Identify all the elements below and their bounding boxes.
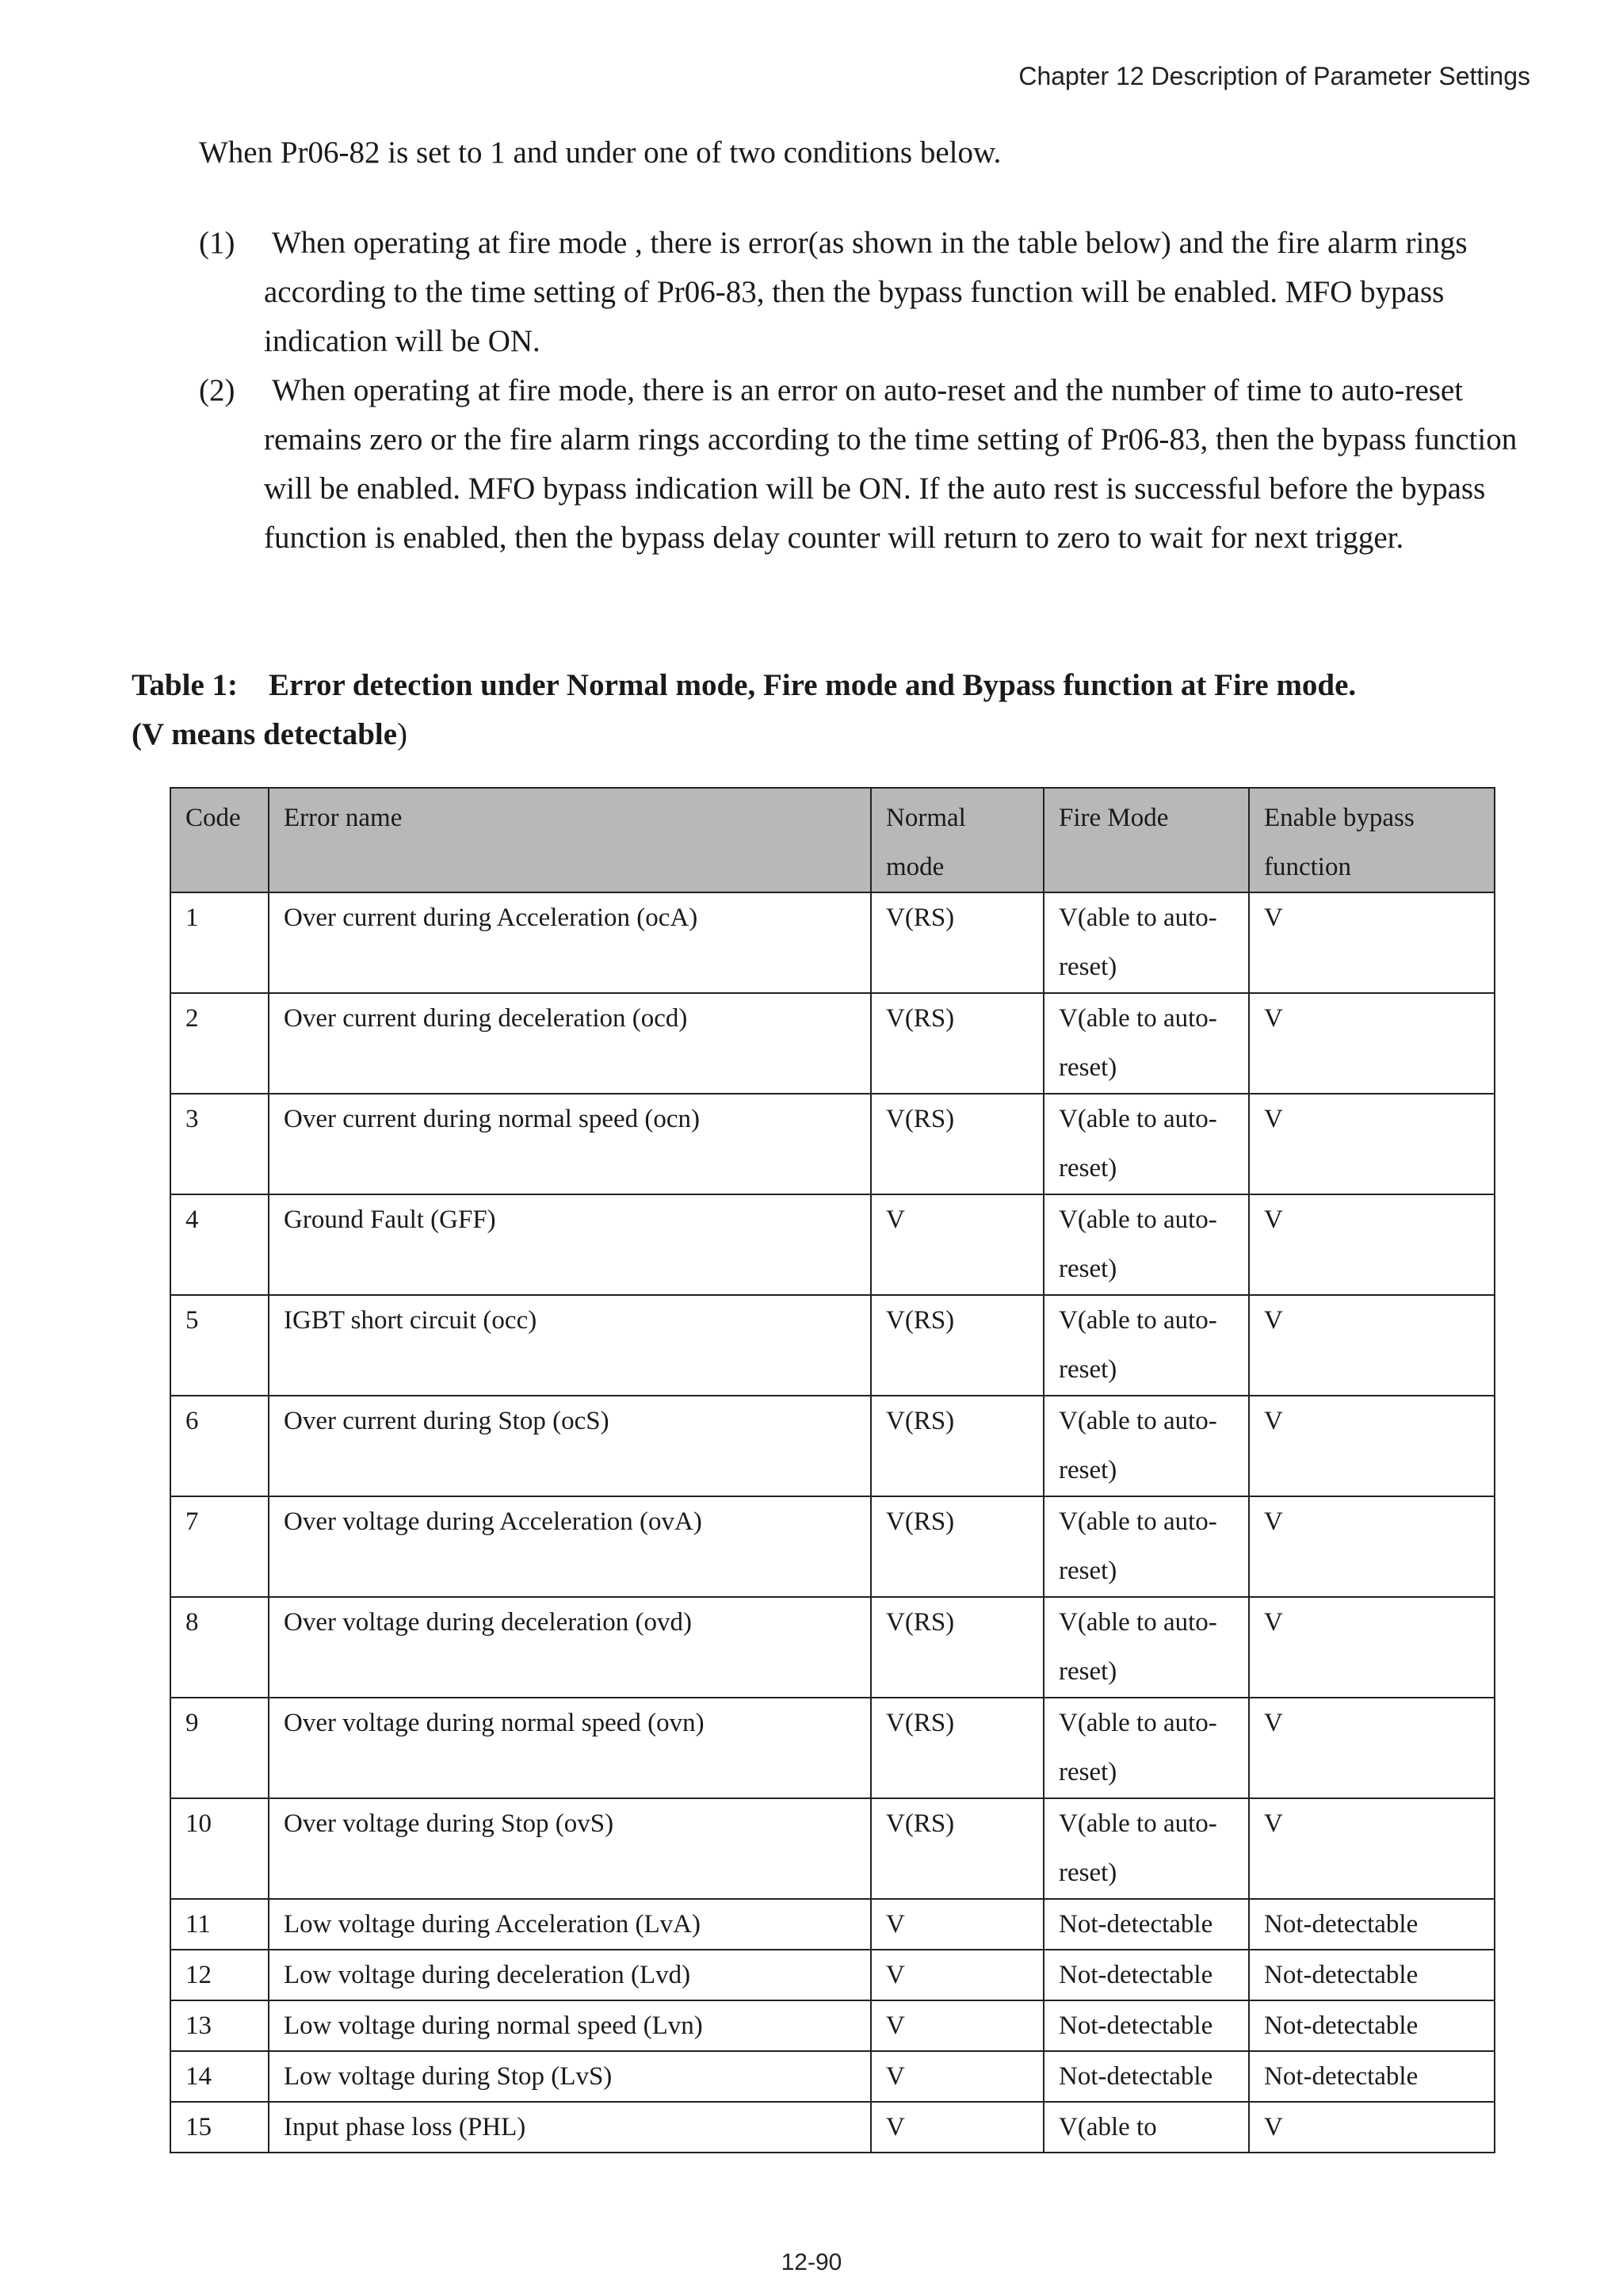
cell-error-name: Over current during deceleration (ocd) <box>269 993 871 1094</box>
cell-error-name: Low voltage during deceleration (Lvd) <box>269 1950 871 2000</box>
table-row <box>170 1597 1495 1698</box>
cell-code: 13 <box>170 2000 269 2051</box>
cell-fire-mode: Not-detectable <box>1044 1899 1249 1950</box>
cell-normal-mode: V(RS) <box>871 1597 1044 1698</box>
cell-normal-mode: V(RS) <box>871 1295 1044 1396</box>
cell-fire-mode: V(able to auto-reset) <box>1044 1194 1249 1295</box>
cell-enable-bypass: V <box>1249 892 1495 993</box>
cell-enable-bypass: Not-detectable <box>1249 1950 1495 2000</box>
condition-1-number: (1) <box>199 226 235 260</box>
cell-fire-mode: V(able to auto-reset) <box>1044 1597 1249 1698</box>
cell-code: 6 <box>170 1396 269 1496</box>
cell-enable-bypass: Not-detectable <box>1249 2051 1495 2102</box>
table-title-text: Error detection under Normal mode, Fire mode and Bypass function at Fire mode. <box>269 668 1357 702</box>
cell-normal-mode: V <box>871 2051 1044 2102</box>
cell-normal-mode: V(RS) <box>871 1094 1044 1194</box>
cell-enable-bypass: V <box>1249 1094 1495 1194</box>
cell-fire-mode: V(able to auto-reset) <box>1044 1094 1249 1194</box>
cell-error-name: Input phase loss (PHL) <box>269 2102 871 2153</box>
cell-fire-mode: V(able to auto-reset) <box>1044 1396 1249 1496</box>
cell-code: 2 <box>170 993 269 1094</box>
cell-error-name: Low voltage during normal speed (Lvn) <box>269 2000 871 2051</box>
cell-fire-mode: V(able to <box>1044 2102 1249 2153</box>
cell-code: 14 <box>170 2051 269 2102</box>
page-header: Chapter 12 Description of Parameter Settings <box>1018 62 1530 90</box>
cell-code: 11 <box>170 1899 269 1950</box>
table-title-note-bold: (V means detectable <box>132 717 398 751</box>
cell-fire-mode: V(able to auto-reset) <box>1044 1295 1249 1396</box>
cell-error-name: Over voltage during deceleration (ovd) <box>269 1597 871 1698</box>
cell-normal-mode: V <box>871 1194 1044 1295</box>
cell-fire-mode: V(able to auto-reset) <box>1044 1496 1249 1597</box>
cell-enable-bypass: Not-detectable <box>1249 1899 1495 1950</box>
cell-normal-mode: V(RS) <box>871 1396 1044 1496</box>
cell-code: 1 <box>170 892 269 993</box>
table-row <box>170 1950 1495 2000</box>
table-row <box>170 1698 1495 1798</box>
header-error-name: Error name <box>269 788 871 892</box>
cell-enable-bypass: V <box>1249 1698 1495 1798</box>
cell-normal-mode: V <box>871 1899 1044 1950</box>
header-normal-mode: Normal mode <box>871 788 1044 892</box>
cell-code: 3 <box>170 1094 269 1194</box>
table-row <box>170 1899 1495 1950</box>
page-number: 12-90 <box>781 2249 842 2275</box>
cell-normal-mode: V(RS) <box>871 1496 1044 1597</box>
cell-code: 12 <box>170 1950 269 2000</box>
table-title-label: Table 1: <box>132 668 239 702</box>
table-header-row <box>170 788 1495 892</box>
table-row <box>170 2051 1495 2102</box>
cell-enable-bypass: V <box>1249 1396 1495 1496</box>
table-row <box>170 2102 1495 2153</box>
error-detection-table <box>170 787 1495 2153</box>
cell-error-name: Over current during normal speed (ocn) <box>269 1094 871 1194</box>
cell-normal-mode: V(RS) <box>871 993 1044 1094</box>
cell-normal-mode: V <box>871 1950 1044 2000</box>
table-row <box>170 2000 1495 2051</box>
condition-1 <box>199 219 1530 366</box>
cell-fire-mode: Not-detectable <box>1044 1950 1249 2000</box>
table-title-note <box>132 710 407 759</box>
table-row <box>170 1194 1495 1295</box>
condition-1-text: When operating at fire mode , there is error(as shown in the table below) and the fire alarm rings according to the time setting of Pr06-83, then the bypass function will be enabled. MFO bypass indication will be ON. <box>264 226 1468 358</box>
header-code: Code <box>170 788 269 892</box>
condition-2-text: When operating at fire mode, there is an error on auto-reset and the number of time to auto-reset remains zero or the fire alarm rings according to the time setting of Pr06-83, then the bypass function will be enabled. MFO bypass indication will be ON. If the auto rest is successful before the bypass function is enabled, then the bypass delay counter will return to zero to wait for next trigger. <box>264 373 1518 555</box>
cell-fire-mode: V(able to auto-reset) <box>1044 1698 1249 1798</box>
cell-fire-mode: Not-detectable <box>1044 2051 1249 2102</box>
cell-error-name: Over voltage during Stop (ovS) <box>269 1798 871 1899</box>
table-body <box>170 892 1495 2153</box>
cell-enable-bypass: V <box>1249 1496 1495 1597</box>
intro-paragraph: When Pr06-82 is set to 1 and under one of two conditions below. <box>199 136 1002 170</box>
cell-enable-bypass: V <box>1249 2102 1495 2153</box>
cell-code: 4 <box>170 1194 269 1295</box>
cell-normal-mode: V(RS) <box>871 1698 1044 1798</box>
cell-code: 10 <box>170 1798 269 1899</box>
table-title-note-close: ) <box>397 717 408 751</box>
cell-fire-mode: V(able to auto-reset) <box>1044 993 1249 1094</box>
cell-code: 8 <box>170 1597 269 1698</box>
table-title <box>132 661 1356 710</box>
table-row <box>170 1295 1495 1396</box>
table-row <box>170 1496 1495 1597</box>
table-row <box>170 993 1495 1094</box>
cell-enable-bypass: V <box>1249 1194 1495 1295</box>
cell-enable-bypass: V <box>1249 1295 1495 1396</box>
cell-normal-mode: V <box>871 2102 1044 2153</box>
cell-normal-mode: V(RS) <box>871 892 1044 993</box>
cell-error-name: Over voltage during Acceleration (ovA) <box>269 1496 871 1597</box>
cell-fire-mode: Not-detectable <box>1044 2000 1249 2051</box>
table-row <box>170 1094 1495 1194</box>
cell-enable-bypass: V <box>1249 1798 1495 1899</box>
condition-2-number: (2) <box>199 373 235 407</box>
cell-fire-mode: V(able to auto-reset) <box>1044 892 1249 993</box>
cell-error-name: IGBT short circuit (occ) <box>269 1295 871 1396</box>
cell-enable-bypass: V <box>1249 1597 1495 1698</box>
table-row <box>170 1396 1495 1496</box>
header-enable-bypass: Enable bypass function <box>1249 788 1495 892</box>
cell-error-name: Low voltage during Acceleration (LvA) <box>269 1899 871 1950</box>
table-row <box>170 892 1495 993</box>
cell-normal-mode: V <box>871 2000 1044 2051</box>
cell-normal-mode: V(RS) <box>871 1798 1044 1899</box>
cell-code: 15 <box>170 2102 269 2153</box>
cell-code: 5 <box>170 1295 269 1396</box>
cell-enable-bypass: Not-detectable <box>1249 2000 1495 2051</box>
cell-error-name: Over current during Acceleration (ocA) <box>269 892 871 993</box>
cell-error-name: Low voltage during Stop (LvS) <box>269 2051 871 2102</box>
cell-fire-mode: V(able to auto-reset) <box>1044 1798 1249 1899</box>
header-fire-mode: Fire Mode <box>1044 788 1249 892</box>
cell-code: 9 <box>170 1698 269 1798</box>
cell-error-name: Ground Fault (GFF) <box>269 1194 871 1295</box>
cell-error-name: Over voltage during normal speed (ovn) <box>269 1698 871 1798</box>
table-row <box>170 1798 1495 1899</box>
cell-error-name: Over current during Stop (ocS) <box>269 1396 871 1496</box>
condition-2 <box>199 366 1530 563</box>
cell-enable-bypass: V <box>1249 993 1495 1094</box>
cell-code: 7 <box>170 1496 269 1597</box>
